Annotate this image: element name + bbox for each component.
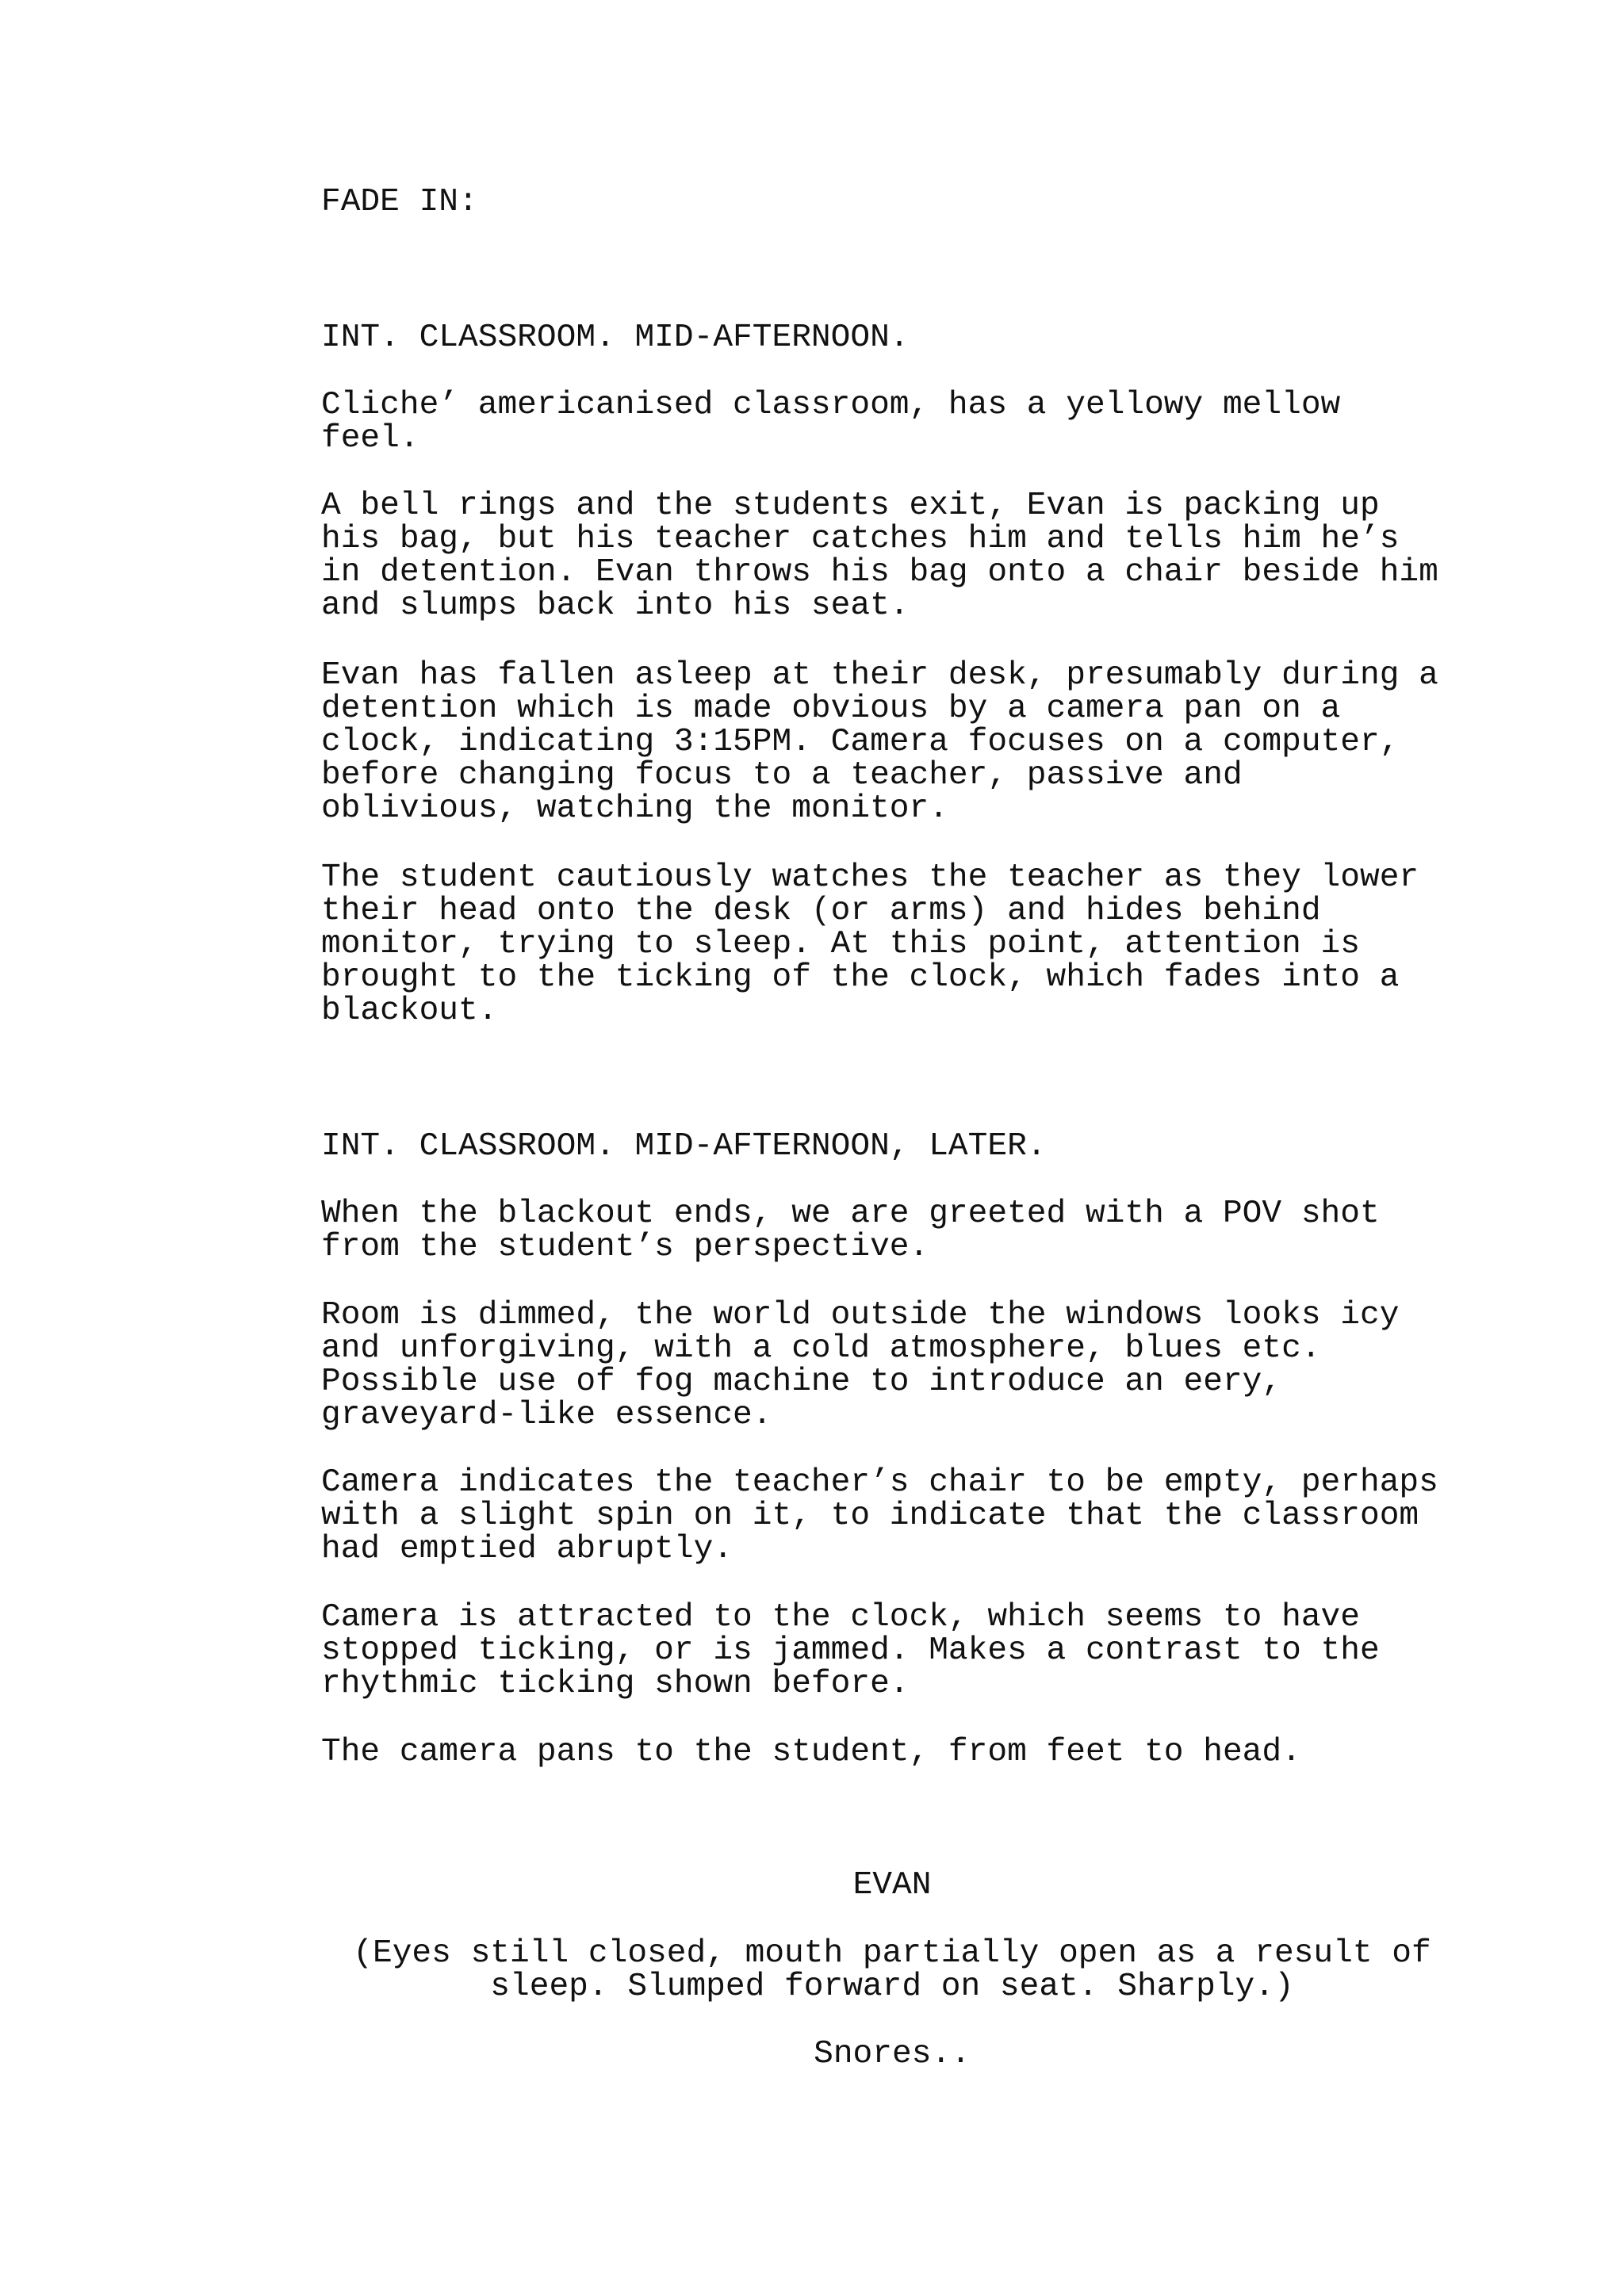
dialogue-line: Snores..: [814, 2036, 971, 2072]
scene-heading-1: INT. CLASSROOM. MID-AFTERNOON.: [321, 320, 910, 356]
action-paragraph: The student cautiously watches the teacher as they lower their head onto the desk (or arms) and hides behind monitor, trying to sleep. At this point, attention is brought to the ticking of the clock, which fades into a blackout.: [321, 859, 1419, 1029]
action-paragraph: The camera pans to the student, from feet to head.: [321, 1734, 1301, 1770]
action-paragraph: Cliche’ americanised classroom, has a yellowy mellow feel.: [321, 387, 1341, 457]
action-paragraph: A bell rings and the students exit, Evan is packing up his bag, but his teacher catches him and tells him he’s in detention. Evan throws his bag onto a chair beside him and slumps back into his seat.: [321, 488, 1438, 624]
action-paragraph: Camera indicates the teacher’s chair to be empty, perhaps with a slight spin on it, to indicate that the classroom had emptied abruptly.: [321, 1464, 1438, 1567]
character-name: EVAN: [852, 1867, 932, 1904]
scene-heading-2: INT. CLASSROOM. MID-AFTERNOON, LATER.: [321, 1128, 1047, 1165]
action-paragraph: Evan has fallen asleep at their desk, presumably during a detention which is made obvious by a camera pan on a clock, indicating 3:15PM. Camera focuses on a computer, before changing focus to a teacher, passive and oblivious, watching the monitor.: [321, 657, 1438, 827]
parenthetical: (Eyes still closed, mouth partially open as a result of sleep. Slumped forward on seat. Sharply.): [353, 1935, 1431, 2005]
action-paragraph: When the blackout ends, we are greeted with a POV shot from the student’s perspective.: [321, 1196, 1380, 1265]
action-paragraph: Camera is attracted to the clock, which seems to have stopped ticking, or is jammed. Makes a contrast to the rhythmic ticking shown before.: [321, 1599, 1380, 1702]
action-paragraph: Room is dimmed, the world outside the windows looks icy and unforgiving, with a cold atmosphere, blues etc. Possible use of fog machine to introduce an eery, graveyard-like essence.: [321, 1297, 1400, 1433]
transition-fade-in: FADE IN:: [321, 184, 478, 220]
